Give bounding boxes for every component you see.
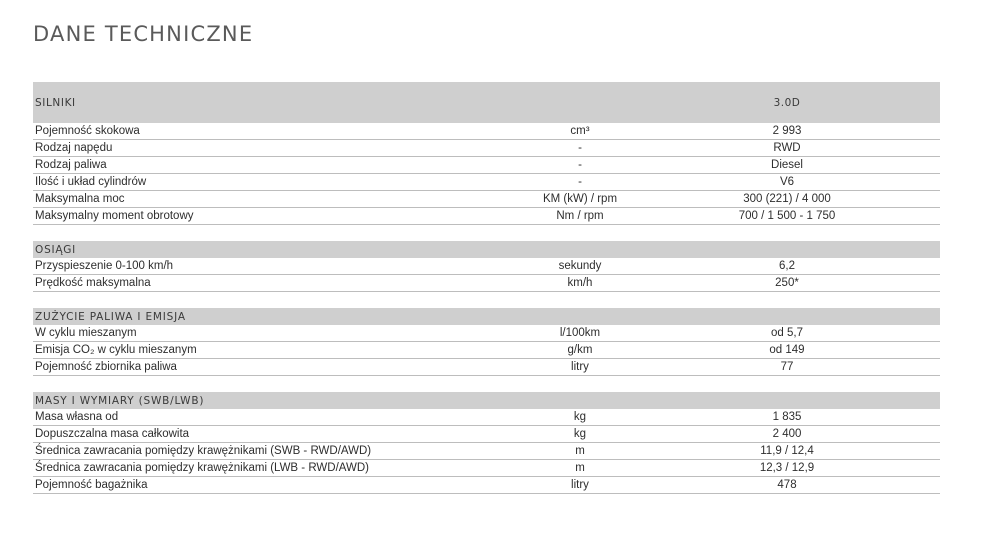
section-fuel: [33, 308, 940, 376]
section-title: MASY I WYMIARY (SWB/LWB): [35, 394, 205, 407]
row-unit: litry: [571, 361, 589, 373]
section-gap: [33, 292, 940, 308]
row-unit: g/km: [567, 344, 593, 356]
table-row: [33, 359, 940, 376]
row-value: V6: [779, 176, 795, 188]
row-unit: sekundy: [558, 260, 602, 272]
row-unit: Nm / rpm: [556, 210, 604, 222]
row-value: 6,2: [779, 260, 795, 272]
row-label: Średnica zawracania pomiędzy krawężnikami (LWB - RWD/AWD): [35, 462, 370, 474]
row-label: Ilość i układ cylindrów: [35, 176, 147, 188]
row-label: Pojemność skokowa: [35, 125, 140, 137]
row-value: 77: [780, 361, 794, 373]
row-unit: -: [578, 142, 582, 154]
section-performance: [33, 241, 940, 292]
row-unit: -: [578, 176, 582, 188]
table-row: [33, 191, 940, 208]
row-unit: l/100km: [559, 327, 601, 339]
row-value: 2 993: [772, 125, 802, 137]
row-unit: kg: [573, 428, 587, 440]
table-row: [33, 157, 940, 174]
table-row: [33, 208, 940, 225]
table-row: [33, 342, 940, 359]
row-value: 700 / 1 500 - 1 750: [738, 210, 836, 222]
row-value: od 149: [769, 344, 805, 356]
row-label: Dopuszczalna masa całkowita: [35, 428, 190, 440]
row-unit: km/h: [567, 277, 593, 289]
table-row: [33, 174, 940, 191]
table-row: [33, 140, 940, 157]
row-label: Maksymalny moment obrotowy: [35, 210, 194, 222]
section-engines: [33, 123, 940, 225]
header-value: 3.0D: [773, 96, 801, 109]
row-value: Diesel: [771, 159, 803, 171]
table-row: [33, 460, 940, 477]
table-row: [33, 123, 940, 140]
row-unit: litry: [571, 479, 589, 491]
row-value: 300 (221) / 4 000: [743, 193, 831, 205]
row-unit: cm³: [570, 125, 590, 137]
table-row: [33, 409, 940, 426]
spec-table: [33, 82, 940, 494]
section-header: [33, 308, 940, 325]
table-row: [33, 275, 940, 292]
row-label: Pojemność bagażnika: [35, 479, 148, 491]
row-value: od 5,7: [771, 327, 803, 339]
row-value: 478: [777, 479, 797, 491]
row-value: 2 400: [772, 428, 802, 440]
row-unit: m: [575, 462, 585, 474]
table-row: [33, 477, 940, 494]
row-value: 11,9 / 12,4: [760, 445, 814, 457]
table-row: [33, 325, 940, 342]
row-label: Rodzaj paliwa: [35, 159, 107, 171]
row-label: W cyklu mieszanym: [35, 327, 137, 339]
page-title: DANE TECHNICZNE: [33, 22, 254, 46]
section-dimensions: [33, 392, 940, 494]
table-row: [33, 258, 940, 275]
row-label: Maksymalna moc: [35, 193, 125, 205]
row-unit: kg: [573, 411, 587, 423]
row-label: Przyspieszenie 0-100 km/h: [35, 260, 174, 272]
row-label: Średnica zawracania pomiędzy krawężnikami (SWB - RWD/AWD): [35, 445, 372, 457]
row-value: 250*: [775, 277, 799, 289]
row-label: Pojemność zbiornika paliwa: [35, 361, 177, 373]
section-title: ZUŻYCIE PALIWA I EMISJA: [35, 310, 186, 323]
section-gap: [33, 225, 940, 241]
row-label: Rodzaj napędu: [35, 142, 113, 154]
row-unit: KM (kW) / rpm: [542, 193, 618, 205]
row-value: 1 835: [772, 411, 802, 423]
table-row: [33, 443, 940, 460]
row-label: Emisja CO₂ w cyklu mieszanym: [35, 344, 197, 356]
section-header: [33, 241, 940, 258]
row-value: 12,3 / 12,9: [759, 462, 815, 474]
row-label: Prędkość maksymalna: [35, 277, 151, 289]
section-gap: [33, 376, 940, 392]
section-title: OSIĄGI: [35, 243, 77, 256]
row-unit: -: [578, 159, 582, 171]
section-header: [33, 392, 940, 409]
row-unit: m: [575, 445, 585, 457]
header-label: SILNIKI: [35, 96, 76, 109]
table-row: [33, 426, 940, 443]
row-label: Masa własna od: [35, 411, 119, 423]
table-header: [33, 82, 940, 123]
row-value: RWD: [773, 142, 801, 154]
